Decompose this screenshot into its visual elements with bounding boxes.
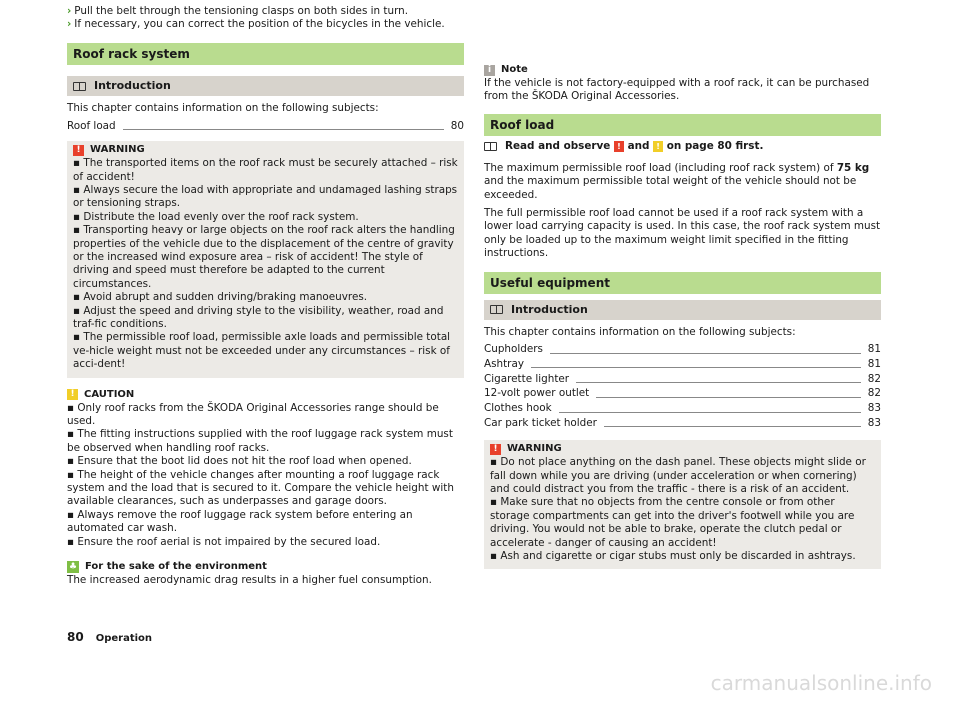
warning-box <box>67 141 464 378</box>
book-icon <box>73 82 86 91</box>
warning-item: ▪ Do not place anything on the dash panel. These objects might slide or fall down while you are driving (under acceleration or when cornering) and could distract you from the traffic - there is a risk of an accident. <box>490 456 866 495</box>
left-column <box>67 43 464 587</box>
step-1: › Pull the belt through the tensioning clasps on both sides in turn. <box>67 5 409 17</box>
caution-item: ▪ The height of the vehicle changes after mounting a roof luggage rack system and the load that is secured to it. Compare the vehicle height with available clearances, such as underpasses and garage doors. <box>67 468 454 508</box>
intro-header: Introduction <box>484 300 881 320</box>
toc-row[interactable]: Cigarette lighter 82 <box>484 372 881 385</box>
caution-ref-icon[interactable]: ! <box>653 141 663 152</box>
warning-item: ▪ Adjust the speed and driving style to the visibility, weather, road and traf-fic conditions. <box>73 304 444 330</box>
book-icon <box>484 142 497 151</box>
warning-box <box>484 440 881 569</box>
toc-row[interactable]: Ashtray 81 <box>484 358 881 371</box>
intro-text: This chapter contains information on the following subjects: <box>67 102 379 114</box>
warning-ref-icon[interactable]: ! <box>614 141 624 152</box>
warning-icon: ! <box>490 444 501 455</box>
caution-title: ! CAUTION <box>67 388 464 402</box>
toc-row[interactable]: 12-volt power outlet 82 <box>484 387 881 400</box>
caution-item: ▪ Ensure that the boot lid does not hit the roof load when opened. <box>67 455 412 468</box>
section-header-roof-rack: Roof rack system <box>67 43 464 65</box>
right-column <box>484 63 881 569</box>
warning-item: ▪ Avoid abrupt and sudden driving/braking manoeuvres. <box>73 291 368 304</box>
toc-row[interactable]: Car park ticket holder 83 <box>484 416 881 429</box>
note-block <box>484 63 881 104</box>
toc-list <box>67 118 464 133</box>
warning-item: ▪ Ash and cigarette or cigar stubs must only be discarded in ashtrays. <box>490 550 856 563</box>
warning-title: ! WARNING <box>490 442 875 456</box>
caution-item: ▪ The fitting instructions supplied with the roof luggage rack system must be observed when handling roof racks. <box>67 428 453 454</box>
caution-item: ▪ Only roof racks from the ŠKODA Original Accessories range should be used. <box>67 401 439 427</box>
step-2: › If necessary, you can correct the position of the bicycles in the vehicle. <box>67 18 445 30</box>
step-arrow-icon: › <box>67 5 72 17</box>
environment-block <box>67 560 464 587</box>
footer-section: Operation <box>95 633 153 644</box>
page-footer <box>67 630 152 644</box>
warning-icon: ! <box>73 145 84 156</box>
watermark: carmanualsonline.info <box>710 671 932 695</box>
warning-item: ▪ Distribute the load evenly over the roof rack system. <box>73 210 359 223</box>
warning-item: ▪ The transported items on the roof rack must be securely attached – risk of accident! <box>73 157 458 183</box>
environment-text: The increased aerodynamic drag results in a higher fuel consumption. <box>67 574 432 587</box>
read-observe-line: Read and observe ! and ! on page 80 first. <box>484 140 881 154</box>
toc-row[interactable]: Cupholders 81 <box>484 343 881 356</box>
intro-header: Introduction <box>67 76 464 96</box>
caution-item: ▪ Ensure the roof aerial is not impaired by the secured load. <box>67 535 381 548</box>
caution-block <box>67 388 464 549</box>
warning-item: ▪ Make sure that no objects from the centre console or from other storage compartments can get into the driver's footwell while you are driving. You would not be able to brake, operate the clutch pedal or accelerate - danger of causing an accident! <box>490 496 855 549</box>
environment-title: ♣ For the sake of the environment <box>68 561 267 573</box>
toc-row[interactable]: Clothes hook 83 <box>484 402 881 415</box>
warning-item: ▪ The permissible roof load, permissible axle loads and permissible total ve-hicle weight must not be exceeded under any circumstances – risk of acci-dent! <box>73 331 451 371</box>
section-header-useful-equipment: Useful equipment <box>484 272 881 294</box>
intro-text: This chapter contains information on the following subjects: <box>484 325 796 338</box>
note-title: i Note <box>484 63 881 77</box>
book-icon <box>490 305 503 314</box>
warning-title: ! WARNING <box>73 143 458 157</box>
caution-item: ▪ Always remove the roof luggage rack system before entering an automated car wash. <box>67 508 413 535</box>
warning-item: ▪ Always secure the load with appropriate and undamaged lashing straps or tensioning straps. <box>73 183 458 210</box>
roof-load-para-2: The full permissible roof load cannot be used if a roof rack system with a lower load carrying capacity is used. In this case, the roof rack system must only be loaded up to the maximum weight limit specified in the fitting instructions. <box>484 207 881 260</box>
warning-item: ▪ Transporting heavy or large objects on the roof rack alters the handling properties of the vehicle due to the displacement of the centre of gravity or the increased wind exposure area – risk of accident! The style of driving and speed must therefore be adapted to the current circumstances. <box>73 224 455 290</box>
caution-icon: ! <box>67 389 78 400</box>
leaf-icon: ♣ <box>68 562 78 573</box>
note-icon: i <box>484 65 495 76</box>
roof-load-para-1: The maximum permissible roof load (including roof rack system) of 75 kg and the maximum permissible total weight of the vehicle should not be exceeded. <box>484 161 870 201</box>
step-arrow-icon: › <box>67 18 72 30</box>
note-text: If the vehicle is not factory-equipped with a roof rack, it can be purchased from the ŠKODA Original Accessories. <box>484 77 870 103</box>
page-number: 80 <box>67 630 84 644</box>
toc-row[interactable]: Roof load 80 <box>67 119 464 132</box>
section-header-roof-load: Roof load <box>484 114 881 136</box>
toc-list <box>484 342 881 430</box>
